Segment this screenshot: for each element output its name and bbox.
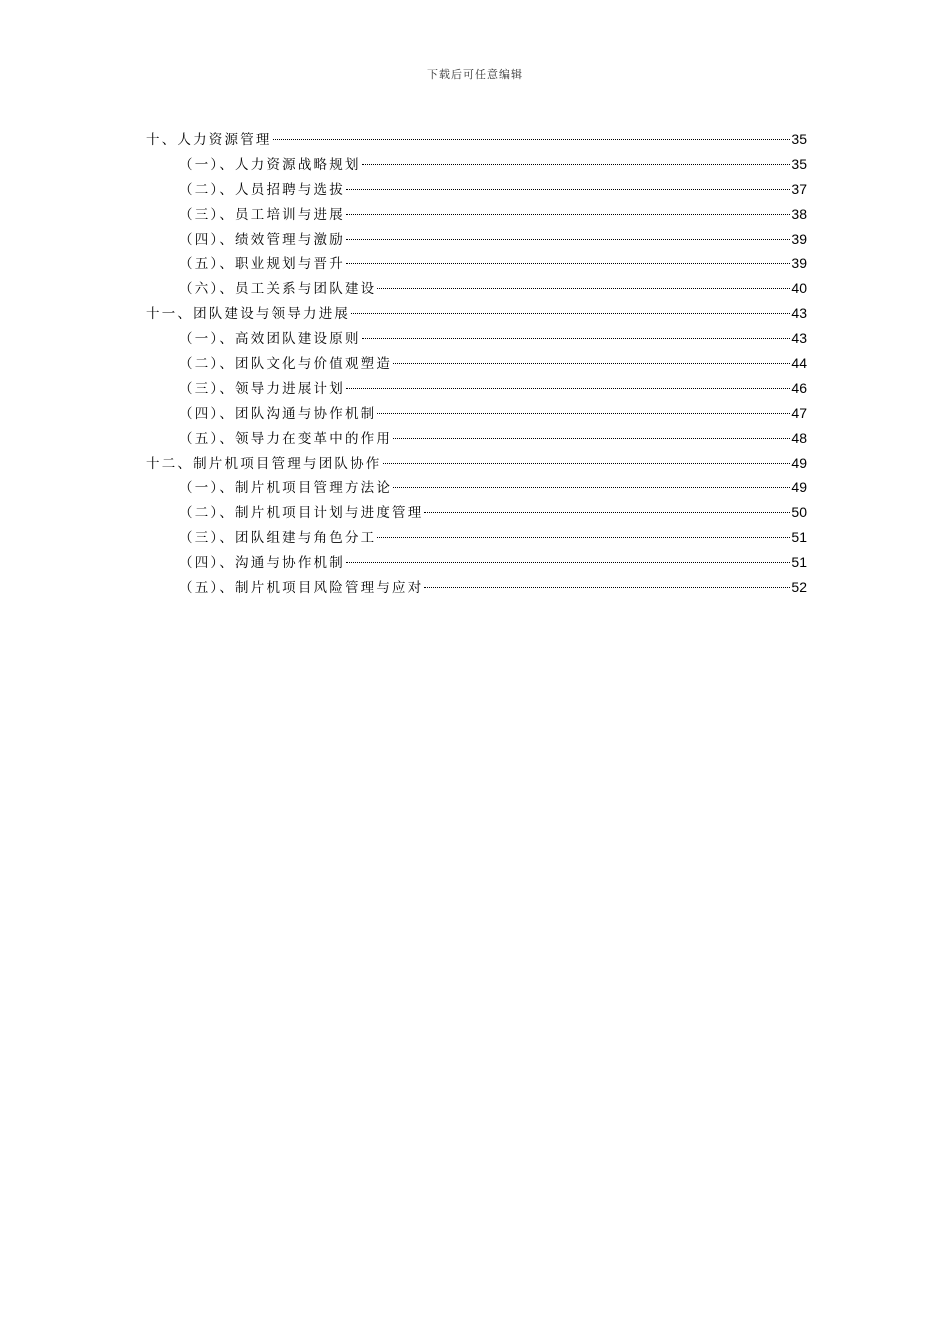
toc-dot-leader bbox=[377, 537, 790, 538]
toc-section-entry[interactable] bbox=[146, 500, 807, 525]
toc-entry-title: （五）、职业规划与晋升 bbox=[179, 256, 345, 273]
toc-entry-title: （二）、人员招聘与选拔 bbox=[179, 181, 345, 198]
toc-page-number: 51 bbox=[791, 529, 807, 546]
toc-section-entry[interactable] bbox=[146, 152, 807, 177]
toc-dot-leader bbox=[377, 288, 790, 289]
toc-section-entry[interactable] bbox=[146, 276, 807, 301]
toc-page-number: 44 bbox=[791, 355, 807, 372]
toc-dot-leader bbox=[346, 562, 790, 563]
toc-page-number: 49 bbox=[791, 454, 807, 471]
toc-entry-title: 十二、制片机项目管理与团队协作 bbox=[146, 455, 382, 472]
toc-dot-leader bbox=[377, 413, 790, 414]
toc-page-number: 51 bbox=[791, 554, 807, 571]
toc-dot-leader bbox=[362, 338, 791, 339]
toc-section-entry[interactable] bbox=[146, 177, 807, 202]
page-header-note: 下载后可任意编辑 bbox=[427, 68, 523, 81]
toc-dot-leader bbox=[383, 463, 791, 464]
toc-chapter-entry[interactable] bbox=[146, 127, 807, 152]
toc-entry-title: （六）、员工关系与团队建设 bbox=[179, 281, 377, 298]
toc-section-entry[interactable] bbox=[146, 401, 807, 426]
toc-entry-title: （三）、团队组建与角色分工 bbox=[179, 530, 377, 547]
toc-section-entry[interactable] bbox=[146, 550, 807, 575]
toc-dot-leader bbox=[393, 438, 790, 439]
toc-entry-title: 十一、团队建设与领导力进展 bbox=[146, 306, 351, 323]
toc-section-entry[interactable] bbox=[146, 251, 807, 276]
toc-section-entry[interactable] bbox=[146, 525, 807, 550]
toc-page-number: 35 bbox=[791, 131, 807, 147]
toc-page-number: 43 bbox=[791, 305, 807, 322]
toc-entry-title: （二）、制片机项目计划与进度管理 bbox=[179, 505, 424, 522]
toc-dot-leader bbox=[351, 313, 790, 314]
toc-entry-title: （五）、制片机项目风险管理与应对 bbox=[179, 580, 424, 597]
toc-page-number: 47 bbox=[791, 404, 807, 421]
toc-dot-leader bbox=[346, 189, 790, 190]
toc-page-number: 50 bbox=[791, 504, 807, 521]
toc-dot-leader bbox=[424, 587, 790, 588]
toc-page-number: 35 bbox=[791, 155, 807, 172]
toc-entry-title: （二）、团队文化与价值观塑造 bbox=[179, 356, 393, 373]
toc-page-number: 40 bbox=[791, 280, 807, 297]
toc-entry-title: （五）、领导力在变革中的作用 bbox=[179, 430, 393, 447]
toc-entry-title: （一）、制片机项目管理方法论 bbox=[179, 480, 393, 497]
toc-section-entry[interactable] bbox=[146, 575, 807, 600]
toc-chapter-entry[interactable] bbox=[146, 301, 807, 326]
toc-entry-title: （一）、高效团队建设原则 bbox=[179, 331, 361, 348]
toc-chapter-entry[interactable] bbox=[146, 451, 807, 476]
toc-section-entry[interactable] bbox=[146, 351, 807, 376]
toc-entry-title: （四）、沟通与协作机制 bbox=[179, 555, 345, 572]
toc-dot-leader bbox=[393, 363, 790, 364]
toc-dot-leader bbox=[424, 512, 790, 513]
toc-page-number: 49 bbox=[791, 479, 807, 496]
toc-entry-title: （一）、人力资源战略规划 bbox=[179, 156, 361, 173]
toc-page-number: 52 bbox=[791, 579, 807, 596]
toc-dot-leader bbox=[393, 487, 790, 488]
toc-dot-leader bbox=[273, 139, 791, 140]
toc-section-entry[interactable] bbox=[146, 426, 807, 451]
toc-page-number: 43 bbox=[791, 330, 807, 347]
toc-dot-leader bbox=[346, 214, 790, 215]
toc-dot-leader bbox=[346, 263, 790, 264]
toc-entry-title: 十、人力资源管理 bbox=[146, 132, 272, 148]
toc-section-entry[interactable] bbox=[146, 202, 807, 227]
toc-entry-title: （四）、团队沟通与协作机制 bbox=[179, 405, 377, 422]
toc-entry-title: （三）、领导力进展计划 bbox=[179, 380, 345, 397]
toc-page-number: 39 bbox=[791, 255, 807, 272]
toc-page-number: 37 bbox=[791, 180, 807, 197]
toc-entry-title: （三）、员工培训与进展 bbox=[179, 206, 345, 223]
toc-dot-leader bbox=[362, 164, 791, 165]
toc-page-number: 39 bbox=[791, 230, 807, 247]
toc-section-entry[interactable] bbox=[146, 227, 807, 252]
toc-section-entry[interactable] bbox=[146, 376, 807, 401]
toc-dot-leader bbox=[346, 239, 790, 240]
toc-section-entry[interactable] bbox=[146, 326, 807, 351]
table-of-contents bbox=[146, 127, 807, 600]
toc-page-number: 48 bbox=[791, 429, 807, 446]
toc-section-entry[interactable] bbox=[146, 475, 807, 500]
toc-page-number: 46 bbox=[791, 379, 807, 396]
toc-page-number: 38 bbox=[791, 205, 807, 222]
toc-dot-leader bbox=[346, 388, 790, 389]
toc-entry-title: （四）、绩效管理与激励 bbox=[179, 231, 345, 248]
